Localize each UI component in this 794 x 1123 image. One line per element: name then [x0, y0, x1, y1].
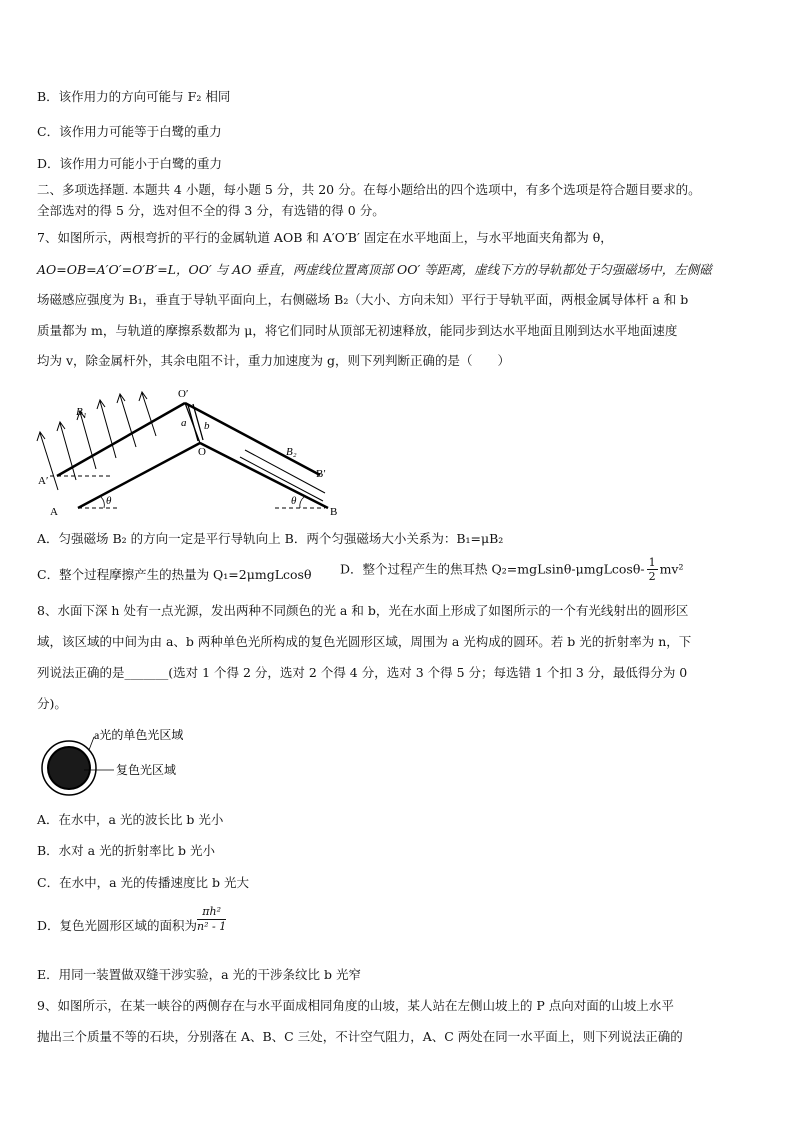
q8-option-a: A．在水中，a 光的波长比 b 光小 — [37, 812, 224, 827]
q6-option-d: D．该作用力可能小于白鹭的重力 — [37, 156, 223, 171]
q9-stem-line2: 抛出三个质量不等的石块，分别落在 A、B、C 三处，不计空气阻力，A、C 两处在同一水平面上，则下列说法正确的 — [37, 1029, 683, 1044]
q7-fig-label: b — [204, 420, 210, 432]
q7-stem-line1: 7、如图所示，两根弯折的平行的金属轨道 AOB 和 A′O′B′ 固定在水平地面上，与水平地面夹角都为 θ， — [37, 230, 613, 245]
q6-option-c: C．该作用力可能等于白鹭的重力 — [37, 124, 222, 139]
q7-option-d: D．整个过程产生的焦耳热 Q₂=mgLsinθ-μmgLcosθ- $\frac{1}{2}$ mv² — [340, 556, 684, 583]
q7-fig-label: a — [181, 417, 187, 429]
q7-fig-label: O — [198, 446, 206, 458]
q8-stem-line1: 8、水面下深 h 处有一点光源，发出两种不同颜色的光 a 和 b，光在水面上形成了如图所示的一个有光线射出的圆形区 — [37, 603, 689, 618]
q7-fig-label: θ — [106, 495, 112, 507]
q8-option-d: D．复色光圆形区域的面积为 $\frac{\text{πh²}}{\text{n² - 1}}$ — [37, 905, 227, 933]
q9-stem-line1: 9、如图所示，在某一峡谷的两侧存在与水平面成相同角度的山坡，某人站在左侧山坡上的 P 点向对面的山坡上水平 — [37, 998, 674, 1013]
q7-fig-label: O′ — [178, 388, 189, 400]
q7-option-c: C．整个过程摩擦产生的热量为 Q₁=2μmgLcosθ — [37, 567, 312, 582]
q8-optd-fraction: $\frac{\text{πh²}}{\text{n² - 1}}$ — [197, 905, 227, 933]
q7-fig-label: θ — [291, 495, 297, 507]
q8-stem-line4: 分)。 — [37, 696, 67, 711]
q7-fig-label: B₁ — [76, 406, 87, 418]
q7-stem-line5: 均为 v，除金属杆外，其余电阻不计，重力加速度为 g，则下列判断正确的是（ ） — [37, 353, 511, 368]
q7-stem-line2: AO=OB=A′O′=O′B′=L，OO′ 与 AO 垂直，两虚线位置离顶部 OO′ 等距离，虚线下方的导轨都处于匀强磁场中，左侧磁 — [37, 262, 712, 277]
q7-fig-label: A′ — [38, 475, 49, 487]
q8-option-e: E．用同一装置做双缝干涉实验，a 光的干涉条纹比 b 光窄 — [37, 967, 362, 982]
q6-option-b: B．该作用力的方向可能与 F₂ 相同 — [37, 89, 231, 104]
q7-fig-label: B′ — [316, 468, 326, 480]
q7-fig-label: B — [330, 506, 338, 518]
q7-optd-fraction: $\frac{1}{2}$ — [648, 556, 656, 583]
q8-option-b: B．水对 a 光的折射率比 b 光小 — [37, 843, 216, 858]
q8-stem-line2: 域，该区域的中间为由 a、b 两种单色光所构成的复色光圆形区域，周围为 a 光构成的圆环。若 b 光的折射率为 n，下 — [37, 634, 692, 649]
q8-fig-label-ring: a光的单色光区域 — [94, 728, 184, 742]
q7-fig-label: A — [50, 506, 58, 518]
q8-light-region-diagram — [38, 725, 238, 797]
q8-option-c: C．在水中，a 光的传播速度比 b 光大 — [37, 875, 249, 890]
q7-rail-diagram — [30, 385, 360, 520]
q7-option-ab: A．匀强磁场 B₂ 的方向一定是平行导轨向上 B．两个匀强磁场大小关系为：B₁=μB₂ — [37, 531, 504, 546]
q8-fig-label-center: 复色光区域 — [116, 763, 177, 777]
q7-stem-line3: 场磁感应强度为 B₁，垂直于导轨平面向上，右侧磁场 B₂（大小、方向未知）平行于导轨平面，两根金属导体杆 a 和 b — [37, 292, 689, 307]
q8-stem-line3: 列说法正确的是_______(选对 1 个得 2 分，选对 2 个得 4 分，选对 3 个得 5 分；每选错 1 个扣 3 分，最低得分为 0 — [37, 665, 688, 680]
section2-heading-line1: 二、多项选择题. 本题共 4 小题，每小题 5 分，共 20 分。在每小题给出的四个选项中，有多个选项是符合题目要求的。 — [37, 182, 701, 197]
q7-stem-line4: 质量都为 m，与轨道的摩擦系数都为 μ，将它们同时从顶部无初速释放，能同步到达水平地面且刚到达水平地面速度 — [37, 323, 678, 338]
q7-fig-label: B₂ — [286, 446, 297, 458]
section2-heading-line2: 全部选对的得 5 分，选对但不全的得 3 分，有选错的得 0 分。 — [37, 203, 385, 218]
